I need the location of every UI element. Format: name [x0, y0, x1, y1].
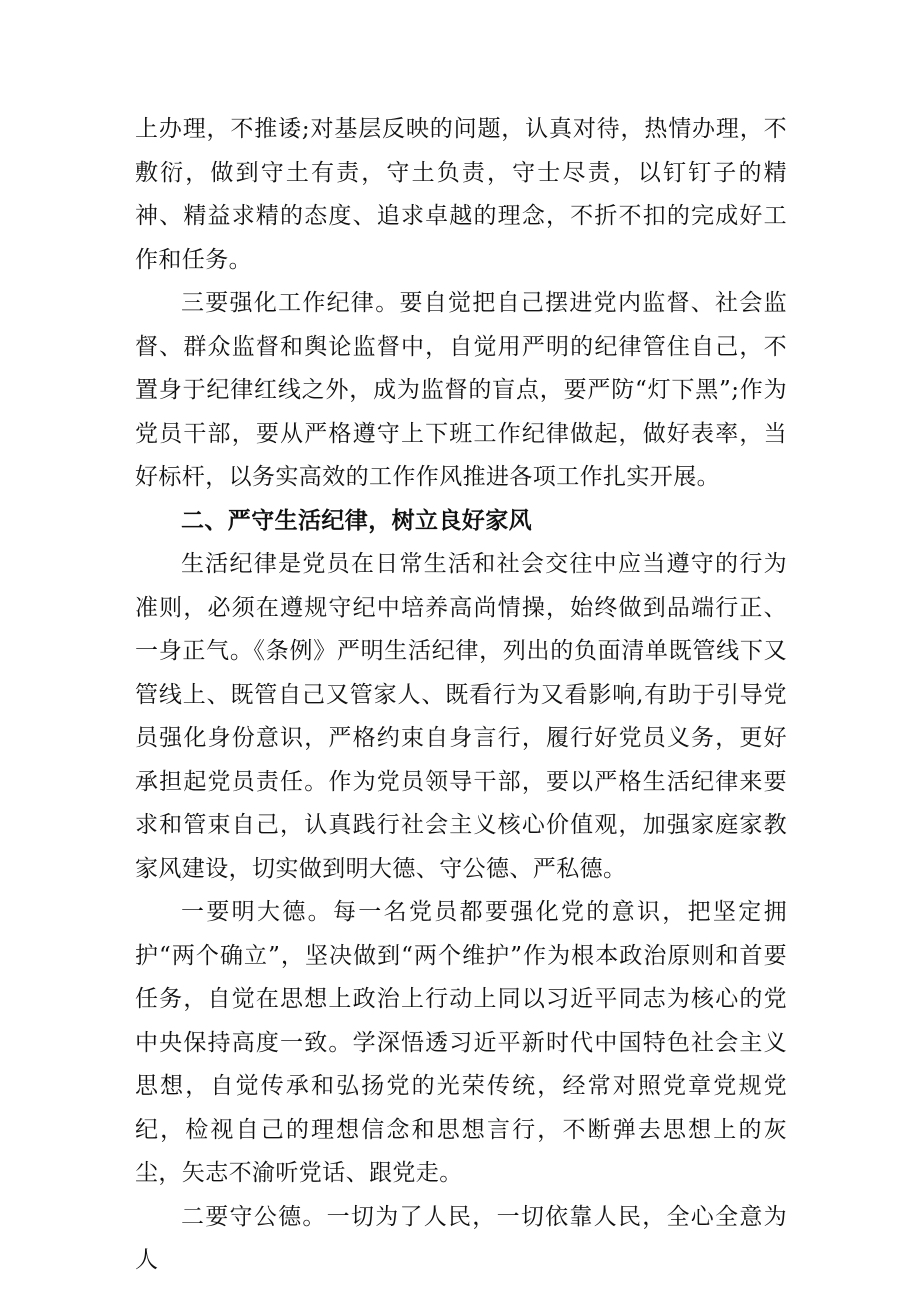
- paragraph-continuation: 上办理，不推诿;对基层反映的问题，认真对待，热情办理，不敷衍，做到守土有责，守土负责，守士尽责，以钉钉子的精神、精益求精的态度、追求卓越的理念，不折不扣的完成好工作和任务。: [135, 116, 787, 273]
- paragraph-great-virtue: 一要明大德。每一名党员都要强化党的意识，把坚定拥护“两个确立”，坚决做到“两个维护”作为根本政治原则和首要任务，自觉在思想上政治上行动上同以习近平同志为核心的党中央保持高度一致。学深悟透习近平新时代中国特色社会主义思想，自觉传承和弘扬党的光荣传统，经常对照党章党规党纪，检视自己的理想信念和思想言行，不断弹去思想上的灰尘，矢志不渝听党话、跟党走。: [135, 899, 787, 1186]
- paragraph-public-virtue: 二要守公德。一切为了人民，一切依靠人民，全心全意为人: [135, 1203, 787, 1273]
- section-heading-life-discipline: 二、严守生活纪律，树立良好家风: [181, 507, 532, 534]
- paragraph-work-discipline: 三要强化工作纪律。要自觉把自己摆进党内监督、社会监督、群众监督和舆论监督中，自觉用严明的纪律管住自己，不置身于纪律红线之外，成为监督的盲点，要严防“灯下黑”;作为党员干部，要从严格遵守上下班工作纪律做起，做好表率，当好标杆，以务实高效的工作作风推进各项工作扎实开展。: [135, 290, 787, 490]
- document-body: [135, 108, 787, 1283]
- paragraph-life-discipline-intro: 生活纪律是党员在日常生活和社会交往中应当遵守的行为准则，必须在遵规守纪中培养高尚情操，始终做到品端行正、一身正气。《条例》严明生活纪律，列出的负面清单既管线下又管线上、既管自己又管家人、既看行为又看影响,有助于引导党员强化身份意识，严格约束自身言行，履行好党员义务，更好承担起党员责任。作为党员领导干部，要以严格生活纪律来要求和管束自己，认真践行社会主义核心价值观，加强家庭家教家风建设，切实做到明大德、守公德、严私德。: [135, 551, 787, 882]
